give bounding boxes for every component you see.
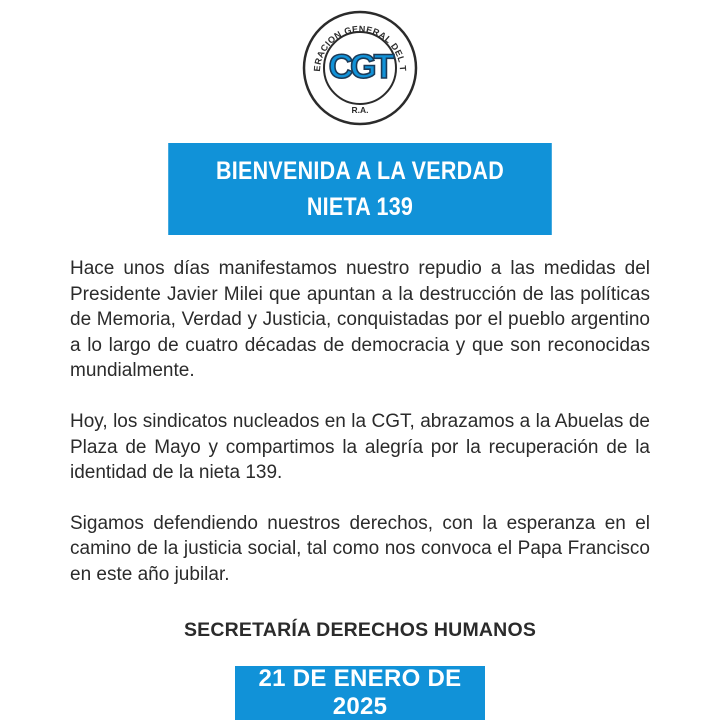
logo-bottom-text: R.A.	[351, 105, 369, 115]
logo-monogram: CGT	[328, 48, 392, 86]
signature: SECRETARÍA DERECHOS HUMANOS	[183, 619, 537, 641]
date-banner	[235, 666, 485, 720]
date-text: 21 DE ENERO DE 2025	[258, 665, 462, 720]
title-line-1: BIENVENIDA A LA VERDAD	[216, 157, 504, 185]
paragraph: Hoy, los sindicatos nucleados en la CGT, abrazamos a la Abuelas de Plaza de Mayo y compartimos la alegría por la recuperación de la identidad de la nieta 139.	[70, 410, 650, 484]
paragraph: Hace unos días manifestamos nuestro repudio a las medidas del Presidente Javier Milei que apuntan a la destrucción de las políticas de Memoria, Verdad y Justicia, conquistadas por el pueblo argentino a lo largo de cuatro décadas de democracia y que son reconocidas mundialmente.	[70, 258, 650, 382]
statement-body	[70, 256, 650, 613]
title-banner	[168, 143, 552, 235]
cgt-logo	[302, 10, 418, 126]
title-line-2: NIETA 139	[306, 193, 414, 221]
cgt-seal-icon	[302, 10, 418, 126]
paragraph: Sigamos defendiendo nuestros derechos, con la esperanza en el camino de la justicia social, tal como nos convoca el Papa Francisco en este año jubilar.	[70, 512, 650, 585]
logo-arc-text: ERACION GENERAL DEL T	[311, 23, 409, 72]
